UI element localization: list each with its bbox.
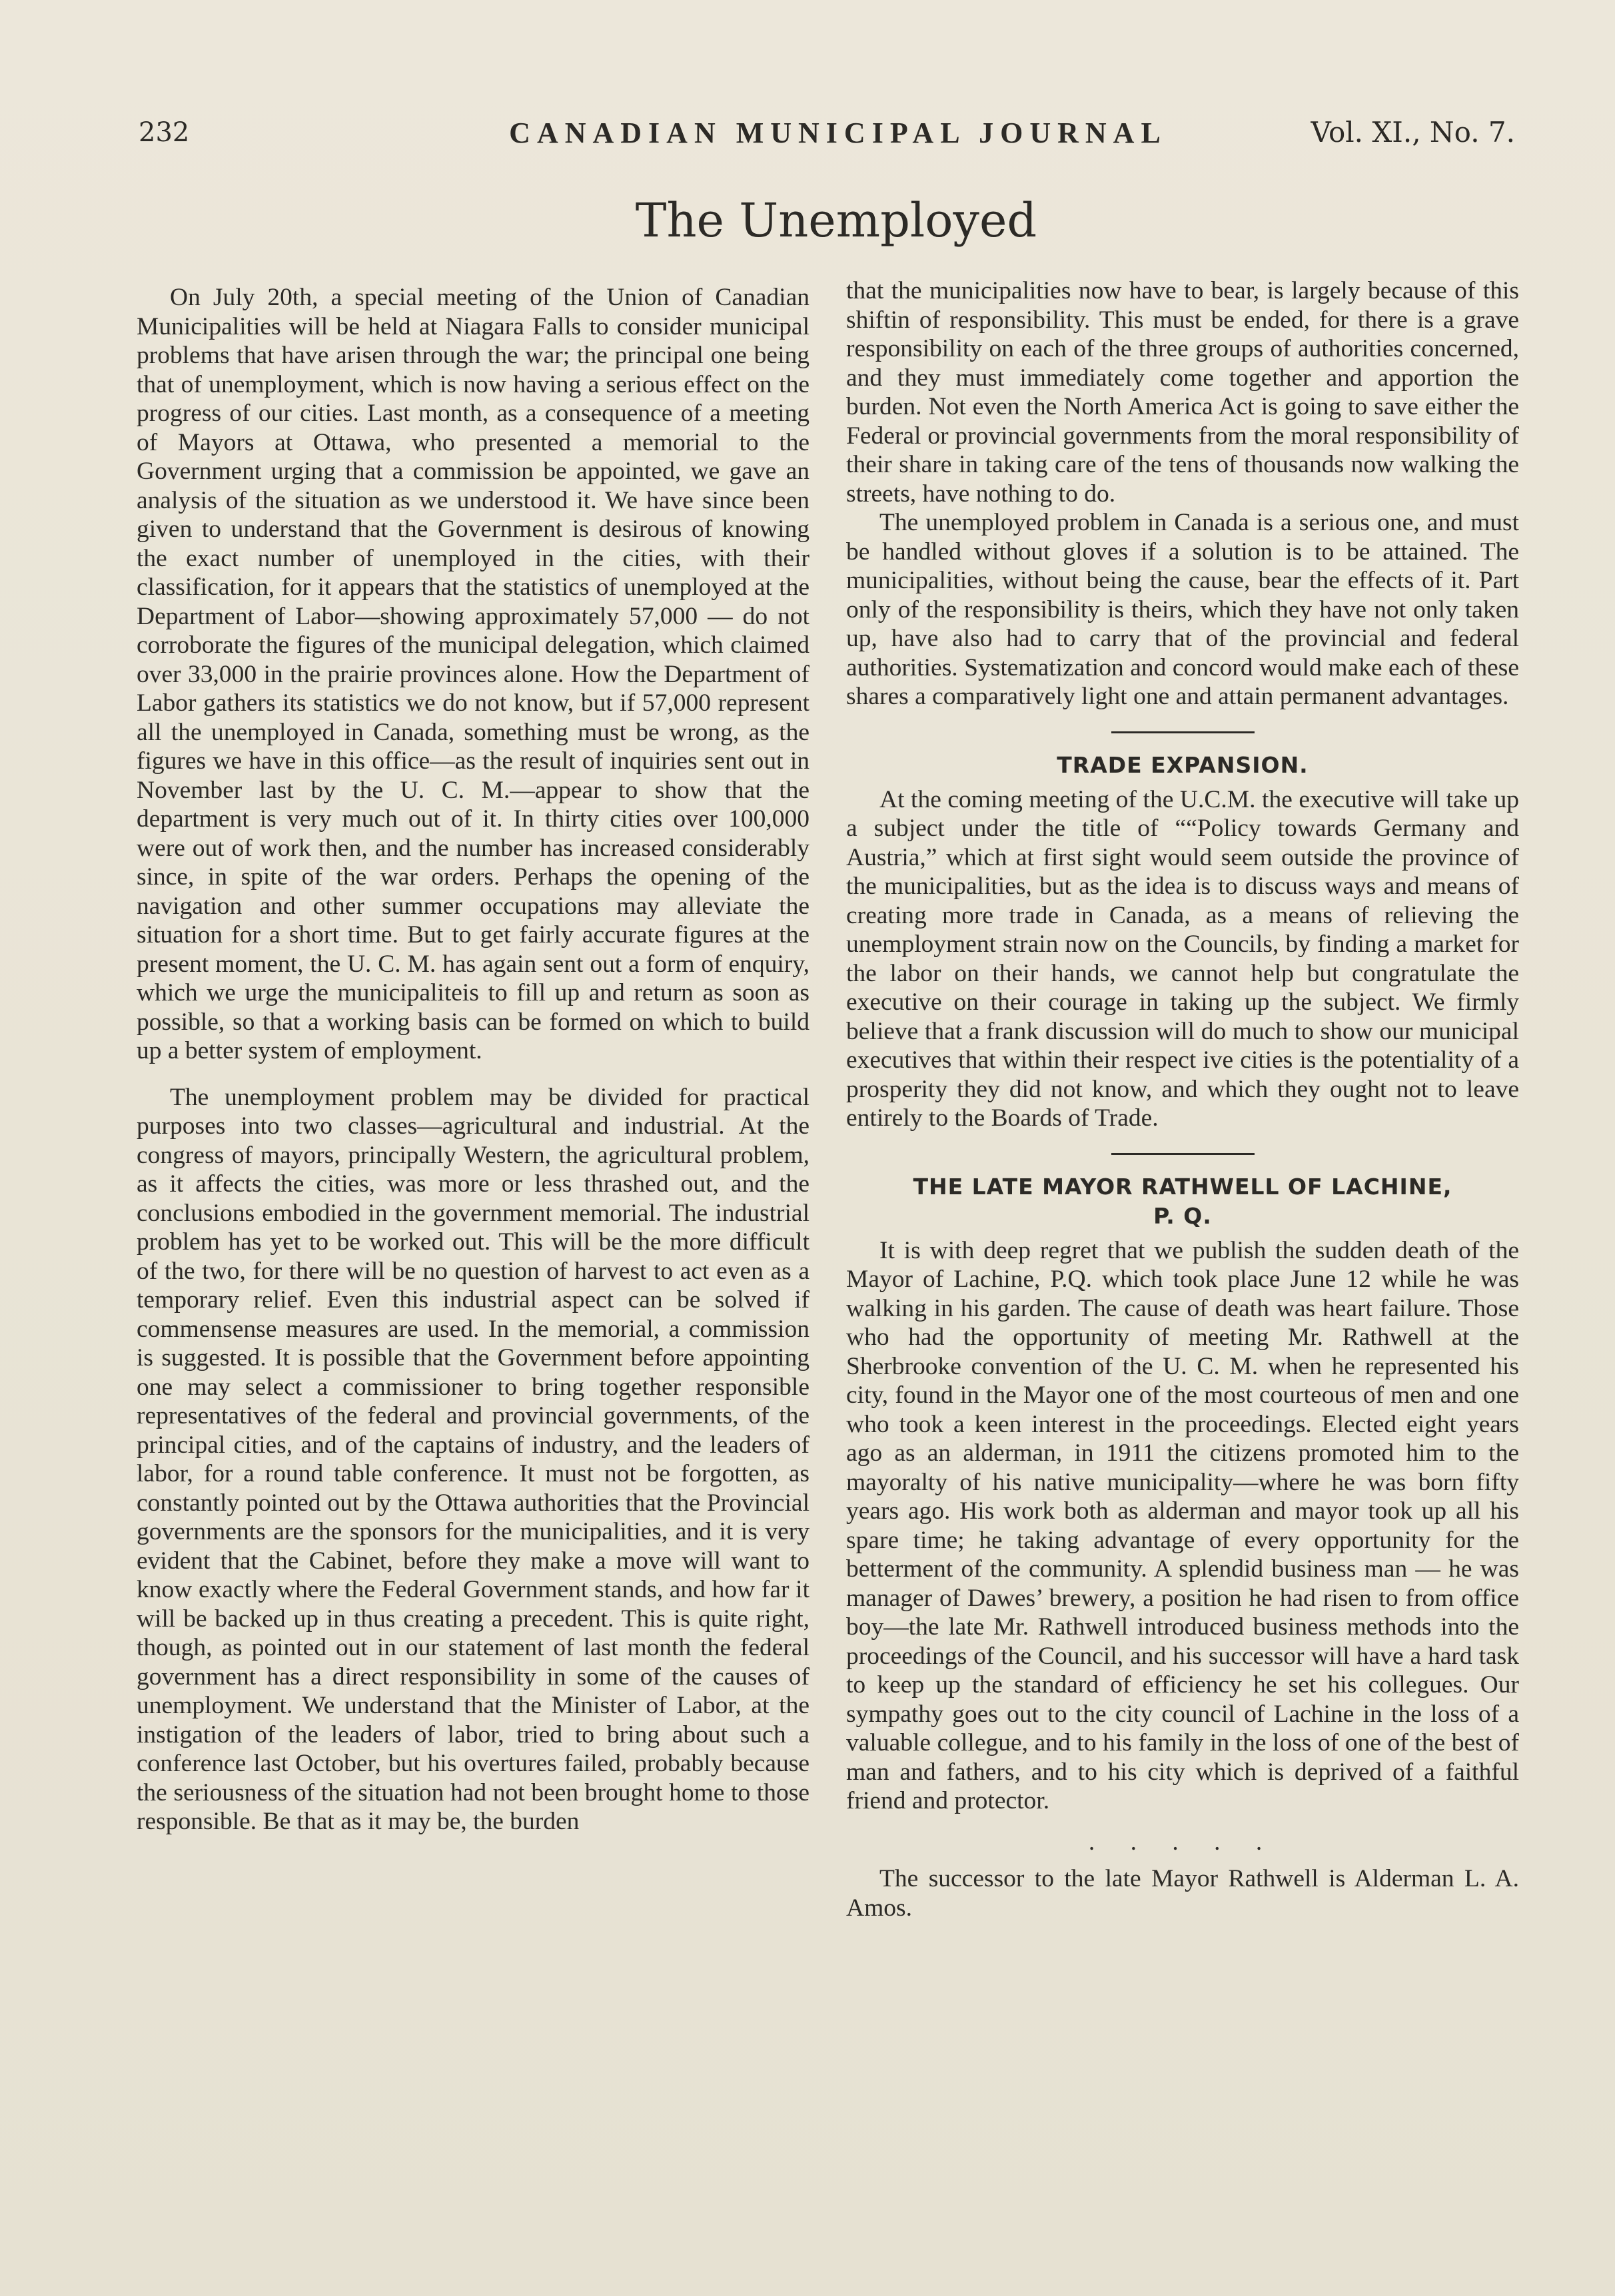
journal-title: CANADIAN MUNICIPAL JOURNAL: [509, 117, 1167, 149]
paragraph: that the municipalities now have to bear, is largely because of this shiftin of responsibility. This must be ended, for there is a grave responsibility on each of the three groups of authorities concerned, and they must immediately come together and apportion the burden. Not even the North America Act is going to save either the Federal or provincial governments from the moral responsibility of their share in taking care of the tens of thousands now walking the streets, have nothing to do.: [846, 277, 1519, 508]
section-heading-line-2: P. Q.: [1153, 1202, 1212, 1229]
paragraph: The unemployed problem in Canada is a serious one, and must be handled without gloves if a solution is to be attained. The municipalities, without being the cause, bear the effects of it. Part only of the responsibility is theirs, which they have not only taken up, have also had to carry that of the provincial and federal authorities. Systematization and concord would make each of these shares a comparatively light one and attain permanent advantages.: [846, 509, 1519, 710]
section-heading: TRADE EXPANSION.: [1057, 751, 1309, 778]
page-header: [139, 113, 1515, 160]
left-column: [137, 283, 809, 1836]
article-title: The Unemployed: [635, 193, 1037, 248]
right-column: [846, 276, 1519, 1922]
separator-dots: . . . . .: [1088, 1828, 1277, 1856]
paragraph: On July 20th, a special meeting of the Union of Canadian Municipalities will be held at Niagara Falls to consider municipal problems that have arisen through the war; the principal one being that of unemployment, which is now having a serious effect on the progress of our cities. Last month, as a consequence of a meeting of Mayors at Ottawa, who presented a memorial to the Government urging that a commission be appointed, we gave an analysis of the situation as we understood it. We have since been given to understand that the Government is desirous of knowing the exact number of unemployed in the cities, with their classification, for it appears that the statistics of unemployed at the Department of Labor—showing approximately 57,000 — do not corroborate the figures of the municipal delegation, which claimed over 33,000 in the prairie provinces alone. How the Department of Labor gathers its statistics we do not know, but if 57,000 represent all the unemployed in Canada, something must be wrong, as the figures we have in this office—as the result of inquiries sent out in November last by the U. C. M.—appear to show that the department is very much out of it. In thirty cities over 100,000 were out of work then, and the number has increased considerably since, in spite of the war orders. Perhaps the opening of the navigation and other summer occupations may alleviate the situation for a short time. But to get fairly accurate figures at the present moment, the U. C. M. has again sent out a form of enquiry, which we urge the municipaliteis to fill up and return as soon as possible, so that a working basis can be formed on which to build up a better system of employment.: [137, 284, 809, 1064]
section-heading: THE LATE MAYOR RATHWELL OF LACHINE,: [913, 1173, 1452, 1200]
page-number: 232: [139, 117, 190, 148]
section-divider: [1111, 1153, 1255, 1155]
volume-number: Vol. XI., No. 7.: [1311, 116, 1515, 149]
paragraph: The unemployment problem may be divided for practical purposes into two classes—agricultural and industrial. At the congress of mayors, principally Western, the agricultural problem, as it affects the cities, was more or less thrashed out, and the conclusions embodied in the government memorial. The industrial problem has yet to be worked out. This will be the more difficult of the two, for there will be no question of harvest to act even as a temporary relief. Even this industrial aspect can be solved if commensense measures are used. In the memorial, a commission is suggested. It is possible that the Government before appointing one may select a commissioner to bring together responsible representatives of the federal and provincial governments, of the principal cities, and of the captains of industry, and the leaders of labor, for a round table conference. It must not be forgotten, as constantly pointed out by the Ottawa authorities that the Provincial governments are the sponsors for the municipalities, and it is very evident that the Cabinet, before they make a move will want to know exactly where the Federal Government stands, and how far it will be backed up in thus creating a precedent. This is quite right, though, as pointed out in our statement of last month the federal government has a direct responsibility in some of the causes of unemployment. We understand that the Minister of Labor, at the instigation of the leaders of labor, tried to bring about such a conference last October, but his overtures failed, probably because the seriousness of the situation had not been brought home to those responsible. Be that as it may be, the burden: [137, 1083, 809, 1835]
paragraph: At the coming meeting of the U.C.M. the executive will take up a subject under the title of ““Policy towards Germany and Austria,” which at first sight would seem outside the province of the municipalities, but as the idea is to discuss ways and means of creating more trade in Canada, as a means of relieving the unemployment strain now on the Councils, by finding a market for the labor on their hands, we cannot help but congratulate the executive on their courage in taking up the subject. We firmly believe that a frank discussion will do much to show our municipal executives that within their respect ive cities is the potentiality of a prosperity they did not know, and which they ought not to leave entirely to the Boards of Trade.: [846, 785, 1519, 1132]
paragraph: It is with deep regret that we publish the sudden death of the Mayor of Lachine, P.Q. which took place June 12 while he was walking in his garden. The cause of death was heart failure. Those who had the opportunity of meeting Mr. Rathwell at the Sherbrooke convention of the U. C. M. when he represented his city, found in the Mayor one of the most courteous of men and one who took a keen interest in the proceedings. Elected eight years ago as an alderman, in 1911 the citizens promoted him to the mayoralty of his native municipality—where he was born fifty years ago. His work both as alderman and mayor took up all his spare time; he taking advantage of every opportunity for the betterment of the community. A splendid business man — he was manager of Dawes’ brewery, a position he had risen to from office boy—the late Mr. Rathwell introduced business methods into the proceedings of the Council, and his successor will have a hard task to keep up the standard of efficiency he set his collegues. Our sympathy goes out to the city council of Lachine in the loss of a valuable collegue, and to his family in the loss of one of the best of man and fathers, and to his city which is deprived of a faithful friend and protector.: [846, 1236, 1519, 1814]
paragraph: The successor to the late Mayor Rathwell is Alderman L. A. Amos.: [846, 1865, 1519, 1922]
section-divider: [1111, 731, 1255, 733]
